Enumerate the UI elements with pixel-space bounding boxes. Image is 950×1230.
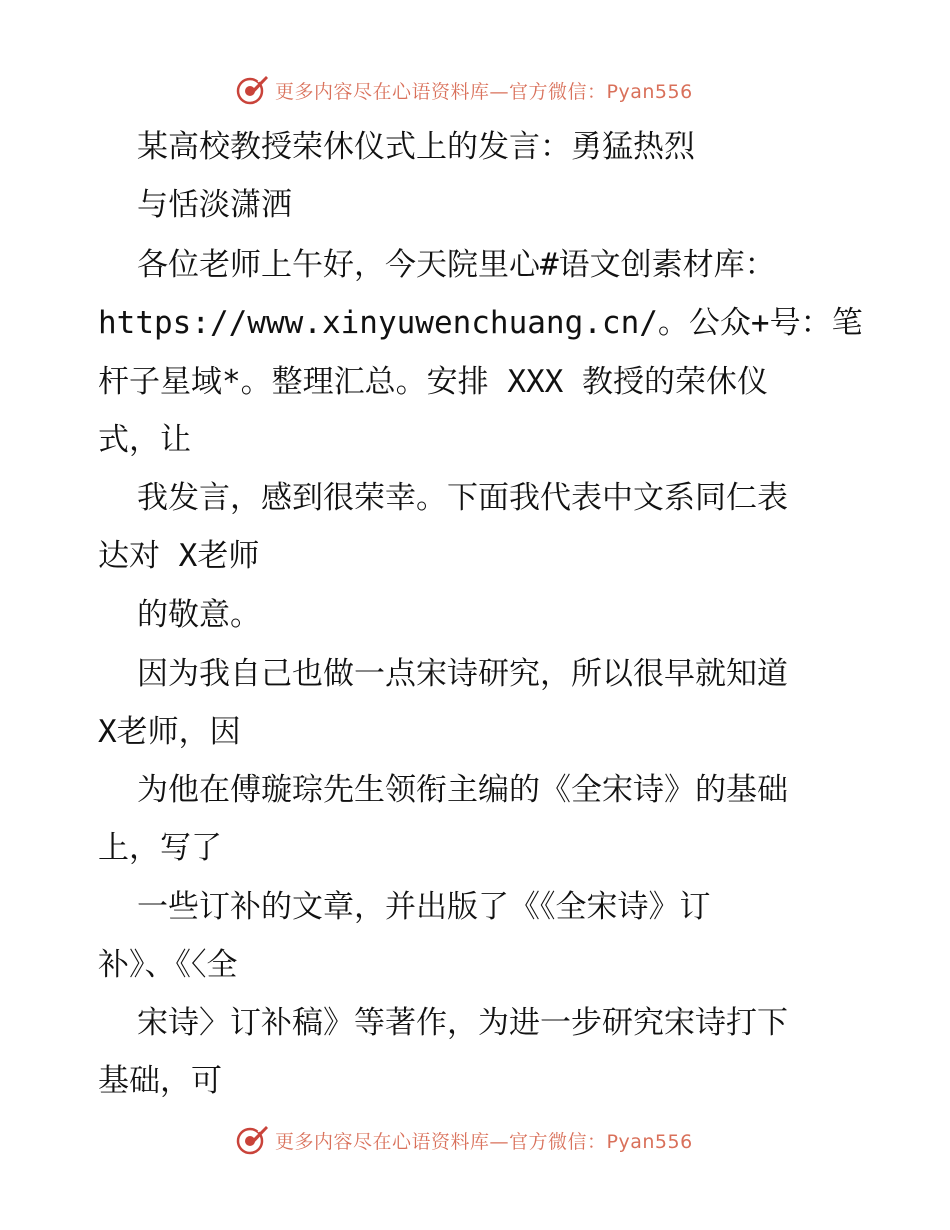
body-line: 因为我自己也做一点宋诗研究，所以很早就知道 [137,656,788,692]
body-line: 各位老师上午好，今天院里心#语文创素材库： [137,247,776,283]
body-line: 一些订补的文章，并出版了《《全宋诗》订 [137,889,711,925]
wechat-id: Pyan556 [606,80,693,103]
title-line-1: 某高校教授荣休仪式上的发言：勇猛热烈 [137,129,695,165]
body-line: 上，写了 [98,830,222,866]
body-line: 达对 X老师 [98,538,260,574]
header-watermark-banner [235,70,693,110]
body-line: 式，让 [98,422,191,458]
body-line: 我发言，感到很荣幸。下面我代表中文系同仁表 [137,480,788,516]
body-line: https://www.xinyuwenchuang.cn/。公众+号：笔 [98,305,863,341]
body-line: 基础，可 [98,1063,222,1099]
body-line: X老师，因 [98,714,241,750]
footer-banner-text: 更多内容尽在心语资料库—官方微信：Pyan556 [275,1130,693,1153]
footer-watermark-banner [235,1120,693,1160]
header-banner-text: 更多内容尽在心语资料库—官方微信：Pyan556 [275,80,693,103]
body-line: 补》、《〈全 [98,947,238,983]
title-line-2: 与恬淡潇洒 [137,187,292,223]
body-line: 为他在傅璇琮先生领衔主编的《全宋诗》的基础 [137,772,788,808]
wechat-id: Pyan556 [606,1130,693,1153]
body-line: 杆子星域*。整理汇总。安排 XXX 教授的荣休仪 [98,364,768,400]
body-line: 宋诗〉订补稿》等著作，为进一步研究宋诗打下 [137,1005,788,1041]
quill-logo-icon [235,1123,269,1157]
body-line: 的敬意。 [137,597,261,633]
quill-logo-icon [235,73,269,107]
